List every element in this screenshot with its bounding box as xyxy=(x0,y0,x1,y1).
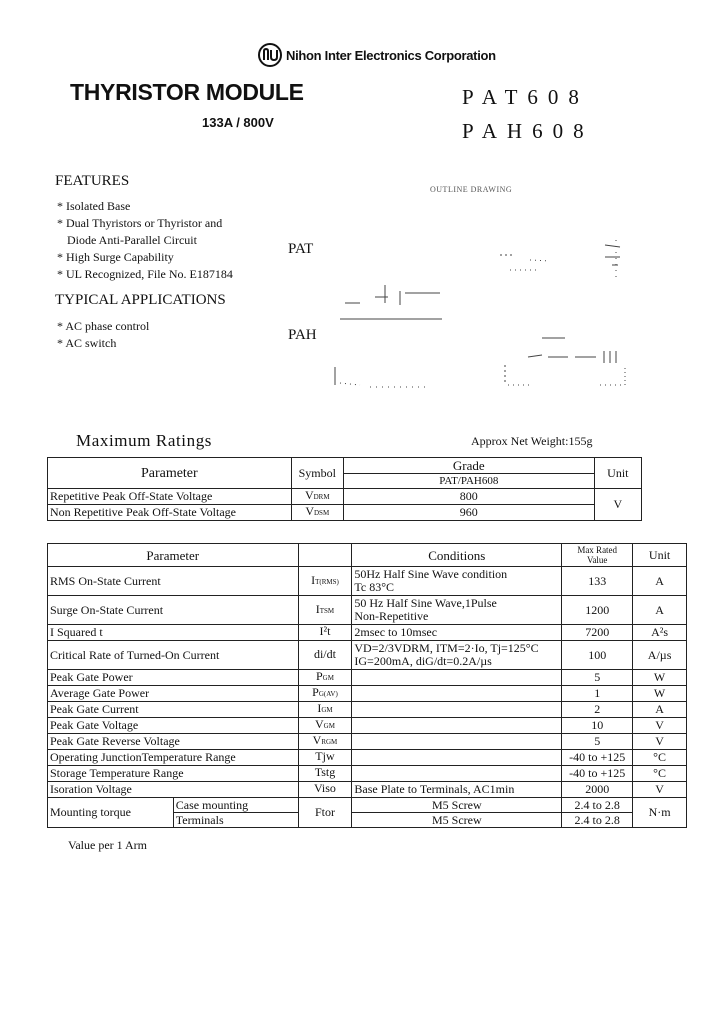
value-cell: 800 xyxy=(343,489,594,505)
net-weight: Approx Net Weight:155g xyxy=(471,434,593,448)
parameter-cell: Non Repetitive Peak Off-State Voltage xyxy=(48,505,292,521)
table-row xyxy=(48,702,687,718)
module-rating: 133A / 800V xyxy=(202,115,274,130)
value-cell: -40 to +125 xyxy=(562,766,633,782)
applications-heading: TYPICAL APPLICATIONS xyxy=(55,292,226,308)
unit-cell: A²s xyxy=(633,625,687,641)
unit-cell: V xyxy=(633,782,687,798)
company-logo-icon xyxy=(258,43,282,67)
value-cell: 2.4 to 2.8 xyxy=(562,798,633,813)
condition-cell xyxy=(352,766,562,782)
symbol-cell: di/dt xyxy=(298,641,352,670)
parameter-cell: RMS On-State Current xyxy=(48,567,299,596)
column-header-symbol xyxy=(298,544,352,567)
column-header: Conditions xyxy=(352,544,562,567)
applications-list xyxy=(57,318,149,352)
table-row xyxy=(48,718,687,734)
condition-cell: 2msec to 10msec xyxy=(352,625,562,641)
features-list xyxy=(57,198,233,283)
condition-cell xyxy=(352,686,562,702)
column-header: Max Rated Value xyxy=(562,544,633,567)
symbol-cell: PGM xyxy=(298,670,352,686)
table-row xyxy=(48,641,687,670)
table-row xyxy=(48,798,687,813)
symbol-cell: VRGM xyxy=(298,734,352,750)
table-row xyxy=(48,750,687,766)
symbol-cell: VDRM xyxy=(291,489,343,505)
condition-cell: 50Hz Half Sine Wave condition Tc 83°C xyxy=(352,567,562,596)
parameter-cell: Storage Temperature Range xyxy=(48,766,299,782)
table-row xyxy=(48,686,687,702)
unit-cell: A/µs xyxy=(633,641,687,670)
parameter-cell: Peak Gate Reverse Voltage xyxy=(48,734,299,750)
unit-cell: W xyxy=(633,670,687,686)
outline-drawing-caption: OUTLINE DRAWING xyxy=(430,185,513,194)
parameter-cell: Isoration Voltage xyxy=(48,782,299,798)
list-item: * AC switch xyxy=(57,336,117,350)
list-item: * High Surge Capability xyxy=(57,250,174,264)
column-header: Symbol xyxy=(291,458,343,489)
parameter-cell: Average Gate Power xyxy=(48,686,299,702)
parameter-cell: Critical Rate of Turned-On Current xyxy=(48,641,299,670)
value-cell: 1 xyxy=(562,686,633,702)
table-row xyxy=(48,505,642,521)
table-row xyxy=(48,734,687,750)
symbol-cell: Ftor xyxy=(298,798,352,828)
symbol-cell: IGM xyxy=(298,702,352,718)
voltage-grade-table xyxy=(47,457,642,521)
condition-cell xyxy=(352,750,562,766)
parameter-cell: Operating JunctionTemperature Range xyxy=(48,750,299,766)
sub-parameter-cell: Terminals xyxy=(173,813,298,828)
value-cell: -40 to +125 xyxy=(562,750,633,766)
value-cell: 133 xyxy=(562,567,633,596)
value-cell: 1200 xyxy=(562,596,633,625)
parameter-cell: Peak Gate Current xyxy=(48,702,299,718)
condition-cell xyxy=(352,702,562,718)
symbol-cell: I²t xyxy=(298,625,352,641)
max-ratings-title: Maximum Ratings xyxy=(76,431,213,450)
column-header: Grade xyxy=(343,458,594,474)
unit-cell: N·m xyxy=(633,798,687,828)
symbol-cell: VGM xyxy=(298,718,352,734)
list-item: * UL Recognized, File No. E187184 xyxy=(57,267,233,281)
document-title: THYRISTOR MODULE xyxy=(70,79,304,105)
unit-cell: V xyxy=(594,489,641,521)
circuit-label-pah: PAH xyxy=(288,327,317,343)
condition-cell: M5 Screw xyxy=(352,813,562,828)
column-header: Unit xyxy=(633,544,687,567)
parameter-cell: Peak Gate Power xyxy=(48,670,299,686)
value-cell: 5 xyxy=(562,734,633,750)
table-row xyxy=(48,670,687,686)
unit-cell: V xyxy=(633,718,687,734)
column-subheader: PAT/PAH608 xyxy=(343,474,594,489)
parameter-cell: Mounting torque xyxy=(48,798,174,828)
condition-cell xyxy=(352,670,562,686)
column-header: Parameter xyxy=(48,458,292,489)
value-cell: 10 xyxy=(562,718,633,734)
unit-cell: A xyxy=(633,702,687,718)
condition-cell: VD=2/3VDRM, ITM=2·Io, Tj=125°C IG=200mA, diG/dt=0.2A/µs xyxy=(352,641,562,670)
parameter-cell: I Squared t xyxy=(48,625,299,641)
condition-cell xyxy=(352,718,562,734)
condition-cell: M5 Screw xyxy=(352,798,562,813)
value-cell: 2 xyxy=(562,702,633,718)
outline-drawing xyxy=(300,225,660,410)
condition-cell: 50 Hz Half Sine Wave,1Pulse Non-Repetitive xyxy=(352,596,562,625)
part-number-pat: PAT608 xyxy=(462,85,589,109)
table-footnote: Value per 1 Arm xyxy=(68,838,147,852)
table-row xyxy=(48,596,687,625)
list-item: * AC phase control xyxy=(57,319,150,333)
value-cell: 2000 xyxy=(562,782,633,798)
value-cell: 2.4 to 2.8 xyxy=(562,813,633,828)
column-header: Parameter xyxy=(48,544,299,567)
list-item: * Dual Thyristors or Thyristor and xyxy=(57,216,223,230)
company-logo xyxy=(258,43,496,67)
condition-cell xyxy=(352,734,562,750)
symbol-cell: Viso xyxy=(298,782,352,798)
symbol-cell: PG(AV) xyxy=(298,686,352,702)
unit-cell: W xyxy=(633,686,687,702)
unit-cell: °C xyxy=(633,750,687,766)
table-row xyxy=(48,567,687,596)
electrical-ratings-table xyxy=(47,543,687,828)
value-cell: 7200 xyxy=(562,625,633,641)
value-cell: 100 xyxy=(562,641,633,670)
features-heading: FEATURES xyxy=(55,173,130,189)
table-row xyxy=(48,782,687,798)
value-cell: 5 xyxy=(562,670,633,686)
unit-cell: °C xyxy=(633,766,687,782)
parameter-cell: Peak Gate Voltage xyxy=(48,718,299,734)
symbol-cell: IT(RMS) xyxy=(298,567,352,596)
parameter-cell: Repetitive Peak Off-State Voltage xyxy=(48,489,292,505)
unit-cell: A xyxy=(633,567,687,596)
part-number-pah: PAH608 xyxy=(462,119,594,143)
table-row xyxy=(48,766,687,782)
condition-cell: Base Plate to Terminals, AC1min xyxy=(352,782,562,798)
sub-parameter-cell: Case mounting xyxy=(173,798,298,813)
table-row xyxy=(48,489,642,505)
symbol-cell: Tstg xyxy=(298,766,352,782)
table-row xyxy=(48,625,687,641)
company-name: Nihon Inter Electronics Corporation xyxy=(286,47,496,63)
symbol-cell: ITSM xyxy=(298,596,352,625)
value-cell: 960 xyxy=(343,505,594,521)
unit-cell: A xyxy=(633,596,687,625)
circuit-label-pat: PAT xyxy=(288,241,314,257)
parameter-cell: Surge On-State Current xyxy=(48,596,299,625)
symbol-cell: Tjw xyxy=(298,750,352,766)
symbol-cell: VDSM xyxy=(291,505,343,521)
list-item: * Isolated Base xyxy=(57,199,131,213)
unit-cell: V xyxy=(633,734,687,750)
list-item: Diode Anti-Parallel Circuit xyxy=(67,233,197,247)
column-header: Unit xyxy=(594,458,641,489)
